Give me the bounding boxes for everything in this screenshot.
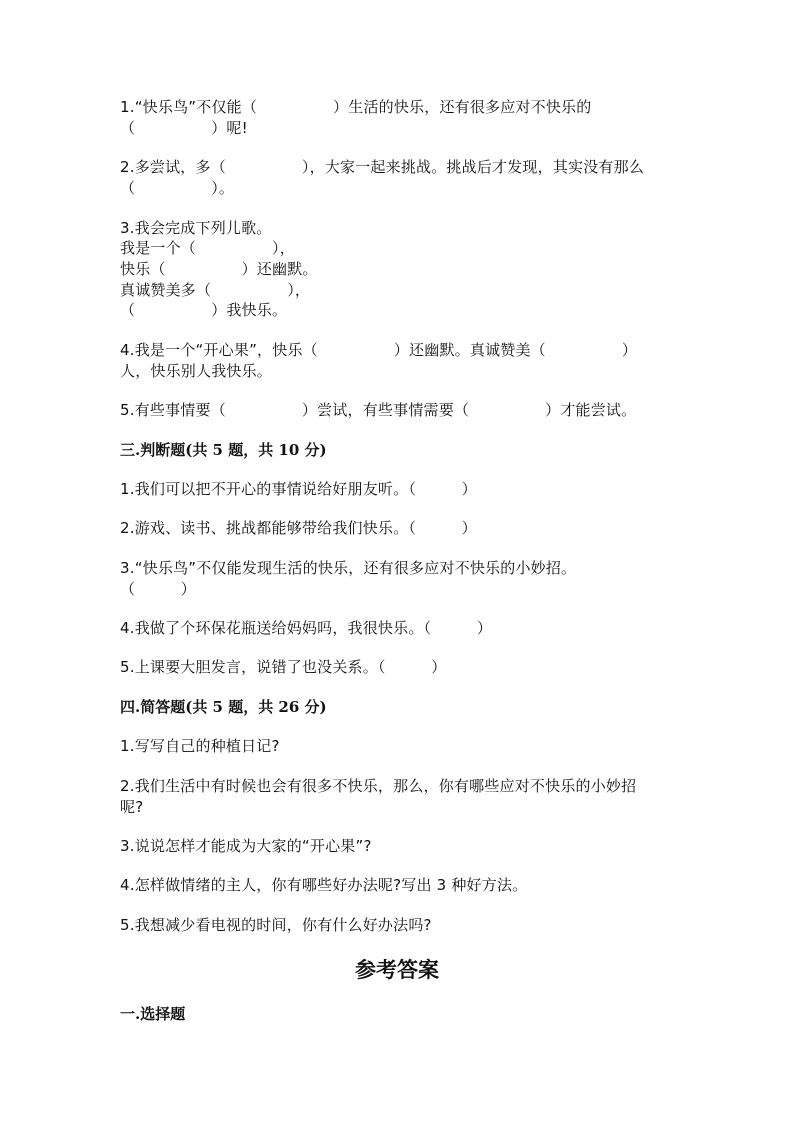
short-q5: 5.我想减少看电视的时间，你有什么好办法吗?: [120, 916, 432, 934]
short-q2-line1: 2.我们生活中有时候也会有很多不快乐，那么，你有哪些应对不快乐的小妙招: [120, 777, 637, 795]
fill-q2-line1: 2.多尝试，多（ ），大家一起来挑战。挑战后才发现，其实没有那么: [120, 158, 645, 176]
fill-q2-line2: （ ）。: [120, 179, 235, 197]
fill-q4-line2: 人，快乐别人我快乐。: [120, 362, 273, 380]
fill-q3-line5: （ ）我快乐。: [120, 301, 288, 319]
fill-q3-line2: 我是一个（ ），: [120, 239, 295, 257]
answer-section1-heading: 一.选择题: [120, 1005, 186, 1023]
judge-q1: 1.我们可以把不开心的事情说给好朋友听。（ ）: [120, 480, 477, 498]
short-q2-line2: 呢?: [120, 798, 144, 816]
judge-q2: 2.游戏、读书、挑战都能够带给我们快乐。（ ）: [120, 519, 477, 537]
section3-heading: 三.判断题(共 5 题，共 10 分): [120, 441, 327, 459]
judge-q3-line1: 3.“快乐鸟”不仅能发现生活的快乐，还有很多应对不快乐的小妙招。: [120, 559, 577, 577]
fill-q1-line1: 1.“快乐鸟”不仅能（ ）生活的快乐，还有很多应对不快乐的: [120, 98, 592, 116]
fill-q5-line1: 5.有些事情要（ ）尝试，有些事情需要（ ）才能尝试。: [120, 401, 637, 419]
fill-q3-line3: 快乐（ ）还幽默。: [120, 260, 318, 278]
short-q3: 3.说说怎样才能成为大家的“开心果”?: [120, 837, 372, 855]
short-q1: 1.写写自己的种植日记?: [120, 737, 280, 755]
fill-q4-line1: 4.我是一个“开心果”，快乐（ ）还幽默。真诚赞美（ ）: [120, 341, 638, 359]
fill-q1-line2: （ ）呢!: [120, 119, 248, 137]
judge-q5: 5.上课要大胆发言，说错了也没关系。（ ）: [120, 658, 447, 676]
section4-heading: 四.简答题(共 5 题，共 26 分): [120, 698, 327, 716]
fill-q3-line4: 真诚赞美多（ ），: [120, 281, 311, 299]
judge-q3-line2: （ ）: [120, 580, 197, 598]
answer-key-title: 参考答案: [355, 957, 439, 982]
fill-q3-line1: 3.我会完成下列儿歌。: [120, 219, 272, 237]
short-q4: 4.怎样做情绪的主人，你有哪些好办法呢?写出 3 种好方法。: [120, 876, 528, 894]
judge-q4: 4.我做了个环保花瓶送给妈妈吗，我很快乐。（ ）: [120, 619, 493, 637]
